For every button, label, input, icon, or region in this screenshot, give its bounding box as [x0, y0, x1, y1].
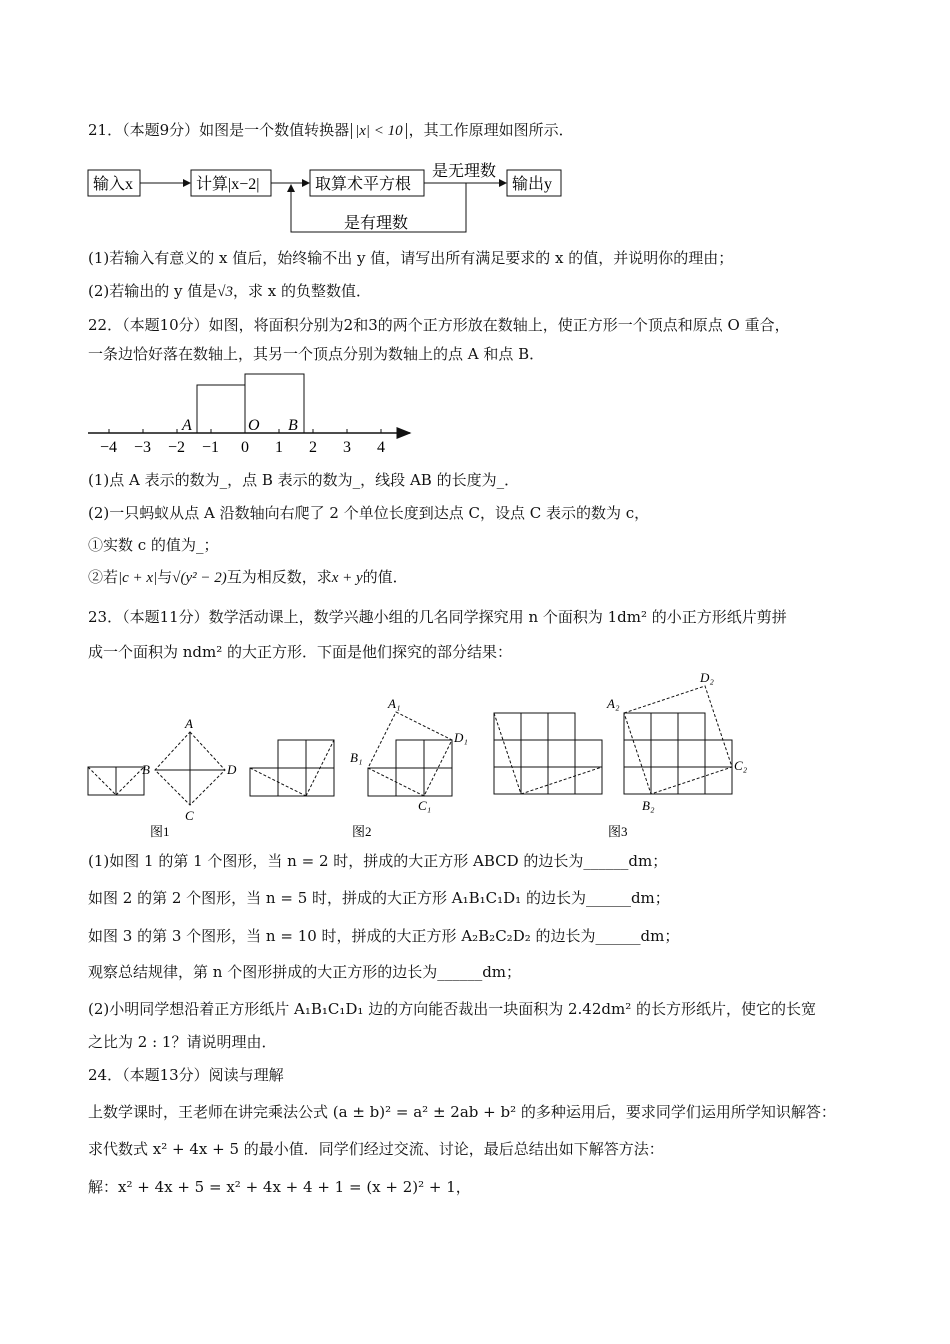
q24-part1: 上数学课时，王老师在讲完乘法公式 (a ± b)² = a² ± 2ab + b² 的多种运用后，要求同学们运用所学知识解答：	[88, 1103, 836, 1121]
fig2-label-c1: C₁	[418, 798, 432, 813]
axis-tick-label: 4	[377, 439, 385, 456]
fig3-label-b2: B₂	[642, 798, 655, 813]
q23-part3: 如图 3 的第 3 个图形，当 n = 10 时，拼成的大正方形 A₂B₂C₂D₂ 的边长为______dm；	[88, 927, 680, 945]
fig3-label-c2: C₂	[734, 758, 748, 773]
q23-part6: 之比为 2 : 1？请说明理由．	[88, 1033, 277, 1051]
q23-part2: 如图 2 的第 2 个图形，当 n = 5 时，拼成的大正方形 A₁B₁C₁D₁ 的边长为______dm；	[88, 889, 670, 907]
flow-compute-label: 计算|x−2|	[196, 176, 260, 193]
q23-part1: (1)如图 1 的第 1 个图形，当 n = 2 时，拼成的大正方形 ABCD 的边长为______dm；	[88, 852, 668, 870]
q24-title: 24．（本题13分）阅读与理解	[88, 1066, 284, 1084]
axis-tick-label: −1	[202, 439, 220, 456]
axis-tick-label: −4	[100, 439, 118, 456]
fig3-label-a2: A₂	[607, 696, 620, 711]
q21-title: 21．（本题9分）如图是一个数值转换器 |x| < 10 ，其工作原理如图所示．	[88, 121, 574, 139]
flow-sqrt-label: 取算术平方根	[315, 176, 412, 193]
axis-tick-label: −3	[134, 439, 152, 456]
point-a-label: A	[182, 417, 192, 434]
axis-tick-label: 2	[309, 439, 317, 456]
q22-sqrt-expr: √(y² − 2)	[172, 570, 227, 586]
fig1-label-b: B	[142, 762, 150, 777]
fig3-label-d2: D₂	[700, 670, 714, 685]
fig1-label-a: A	[185, 716, 193, 731]
q21-part2: (2)若输出的 y 值是√3，求 x 的负整数值．	[88, 282, 371, 300]
point-b-label: B	[288, 417, 298, 434]
fig2-label-a1: A₁	[388, 696, 401, 711]
q22-part1: (1)点 A 表示的数为_，点 B 表示的数为_，线段 AB 的长度为_．	[88, 471, 520, 489]
axis-tick-label: 3	[343, 439, 351, 456]
fig1-caption: 图1	[150, 824, 170, 839]
flow-input-label: 输入x	[93, 176, 134, 193]
fig2-label-d1: D₁	[454, 730, 468, 745]
q22-title: 22．（本题10分）如图，将面积分别为2和3的两个正方形放在数轴上，使正方形一个顶点和原点 O 重合，	[88, 316, 790, 334]
q23-part5: (2)小明同学想沿着正方形纸片 A₁B₁C₁D₁ 边的方向能否裁出一块面积为 2.42dm² 的长方形纸片，使它的长宽	[88, 1000, 816, 1018]
flow-rational-label: 是有理数	[344, 215, 409, 232]
axis-tick-label: −2	[168, 439, 186, 456]
q23-title: 23．（本题11分）数学活动课上，数学兴趣小组的几名同学探究用 n 个面积为 1dm² 的小正方形纸片剪拼	[88, 608, 787, 626]
q22-part2: (2)一只蚂蚁从点 A 沿数轴向右爬了 2 个单位长度到达点 C，设点 C 表示的数为 c，	[88, 504, 650, 522]
fig1-label-c: C	[185, 808, 194, 823]
point-o-label: O	[248, 417, 260, 434]
figure-1	[88, 732, 225, 805]
flow-output-label: 输出y	[512, 176, 553, 193]
q22-title-2: 一条边恰好落在数轴上，其另一个顶点分别为数轴上的点 A 和点 B．	[88, 345, 545, 363]
q23-part4: 观察总结规律，第 n 个图形拼成的大正方形的边长为______dm；	[88, 963, 522, 981]
q21-condition: |x| < 10	[351, 123, 407, 139]
q24-part2: 求代数式 x² + 4x + 5 的最小值．同学们经过交流、讨论，最后总结出如下解答方法：	[88, 1140, 664, 1158]
q21-sqrt3: √3	[217, 284, 233, 300]
fig1-label-d: D	[227, 762, 237, 777]
axis-tick-label: 0	[241, 439, 249, 456]
fig2-label-b1: B₁	[350, 750, 363, 765]
flow-irrational-label: 是无理数	[432, 163, 497, 180]
q24-part3: 解：x² + 4x + 5 = x² + 4x + 4 + 1 = (x + 2)² + 1，	[88, 1178, 471, 1196]
q22-abs-expr: |c + x|	[118, 570, 158, 586]
q22-part3: ①实数 c 的值为_；	[88, 536, 219, 554]
q22-part4: ②若|c + x|与√(y² − 2)互为相反数，求x + y的值．	[88, 568, 408, 586]
q22-sum-expr: x + y	[331, 570, 363, 586]
q23-title-2: 成一个面积为 ndm² 的大正方形．下面是他们探究的部分结果：	[88, 643, 513, 661]
fig3-caption: 图3	[608, 824, 628, 839]
q21-part1: (1)若输入有意义的 x 值后，始终输不出 y 值，请写出所有满足要求的 x 的值，并说明你的理由；	[88, 249, 734, 267]
axis-tick-label: 1	[275, 439, 283, 456]
fig2-caption: 图2	[352, 824, 372, 839]
